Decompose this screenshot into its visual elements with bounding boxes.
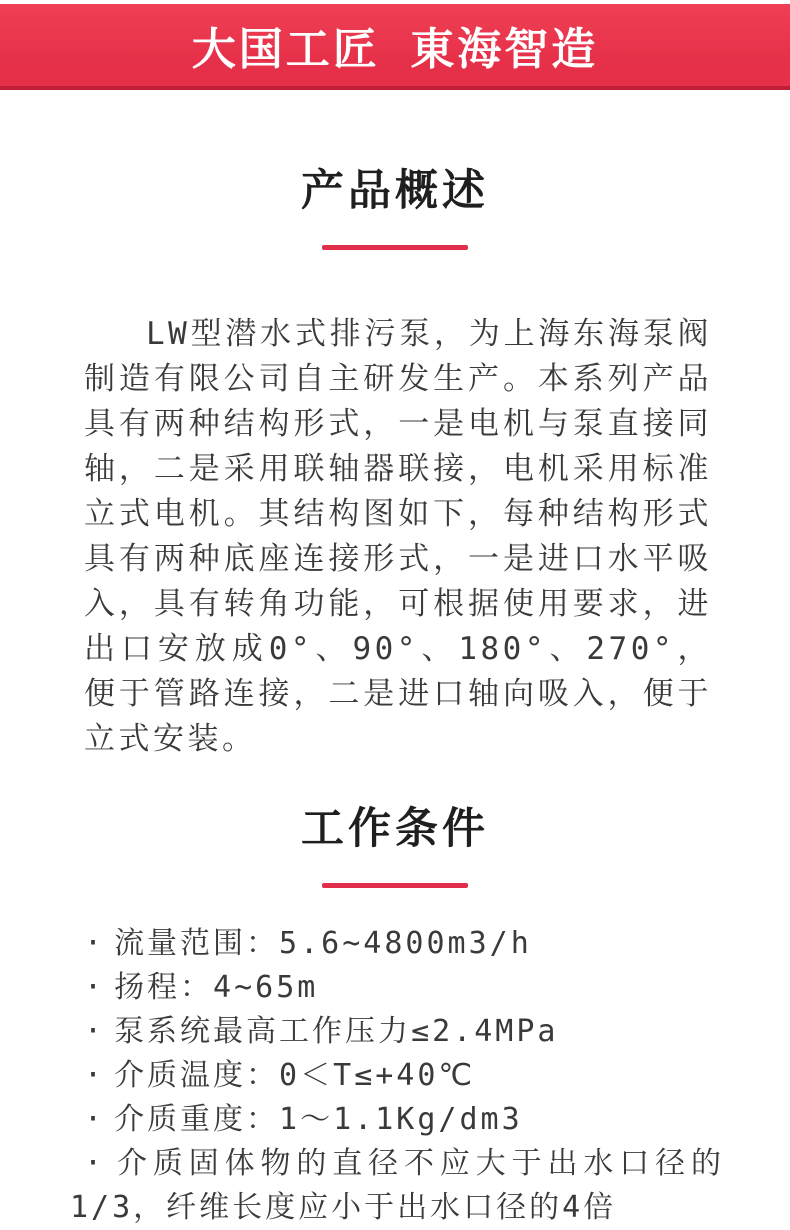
bullet-dot-icon: · (84, 1057, 103, 1093)
working-conditions-section-title: 工作条件 (301, 804, 489, 853)
bullet-dot-icon: · (84, 1013, 103, 1049)
section-working-conditions (0, 804, 790, 1230)
working-conditions-title-underline (322, 883, 468, 888)
section-product-overview (0, 166, 790, 762)
spec-flow-range: 流量范围：5.6~4800m3/h (114, 925, 532, 961)
bullet-dot-icon: · (84, 1145, 103, 1181)
spec-max-pressure: 泵系统最高工作压力≤2.4MPa (114, 1013, 559, 1049)
list-item (70, 1054, 724, 1098)
spec-solid-particle-size: 介质固体物的直径不应大于出水口径的1/3，纤维长度应小于出水口径的4倍 (70, 1145, 724, 1225)
overview-title-underline (322, 245, 468, 250)
bullet-dot-icon: · (84, 1101, 103, 1137)
bullet-dot-icon: · (84, 925, 103, 961)
working-conditions-list (70, 922, 724, 1230)
list-item (70, 1098, 724, 1142)
header-banner (0, 4, 790, 90)
list-item (70, 922, 724, 966)
product-page-body (0, 166, 790, 1230)
list-item (70, 966, 724, 1010)
banner-title: 大国工匠 東海智造 (191, 25, 599, 74)
list-item (70, 1142, 724, 1230)
bullet-dot-icon: · (84, 969, 103, 1005)
spec-head: 扬程：4~65m (114, 969, 319, 1005)
list-item (70, 1010, 724, 1054)
spec-medium-density: 介质重度：1～1.1Kg/dm3 (114, 1101, 523, 1137)
overview-section-title: 产品概述 (301, 167, 489, 215)
spec-medium-temperature: 介质温度：0＜T≤+40℃ (114, 1057, 476, 1093)
overview-paragraph: LW型潜水式排污泵，为上海东海泵阀制造有限公司自主研发生产。本系列产品具有两种结构形式，一是电机与泵直接同轴，二是采用联轴器联接，电机采用标准立式电机。其结构图如下，每种结构形式具有两种底座连接形式，一是进口水平吸入，具有转角功能，可根据使用要求，进出口安放成0°、90°、180°、270°，便于管路连接，二是进口轴向吸入，便于立式安装。 (84, 315, 712, 757)
